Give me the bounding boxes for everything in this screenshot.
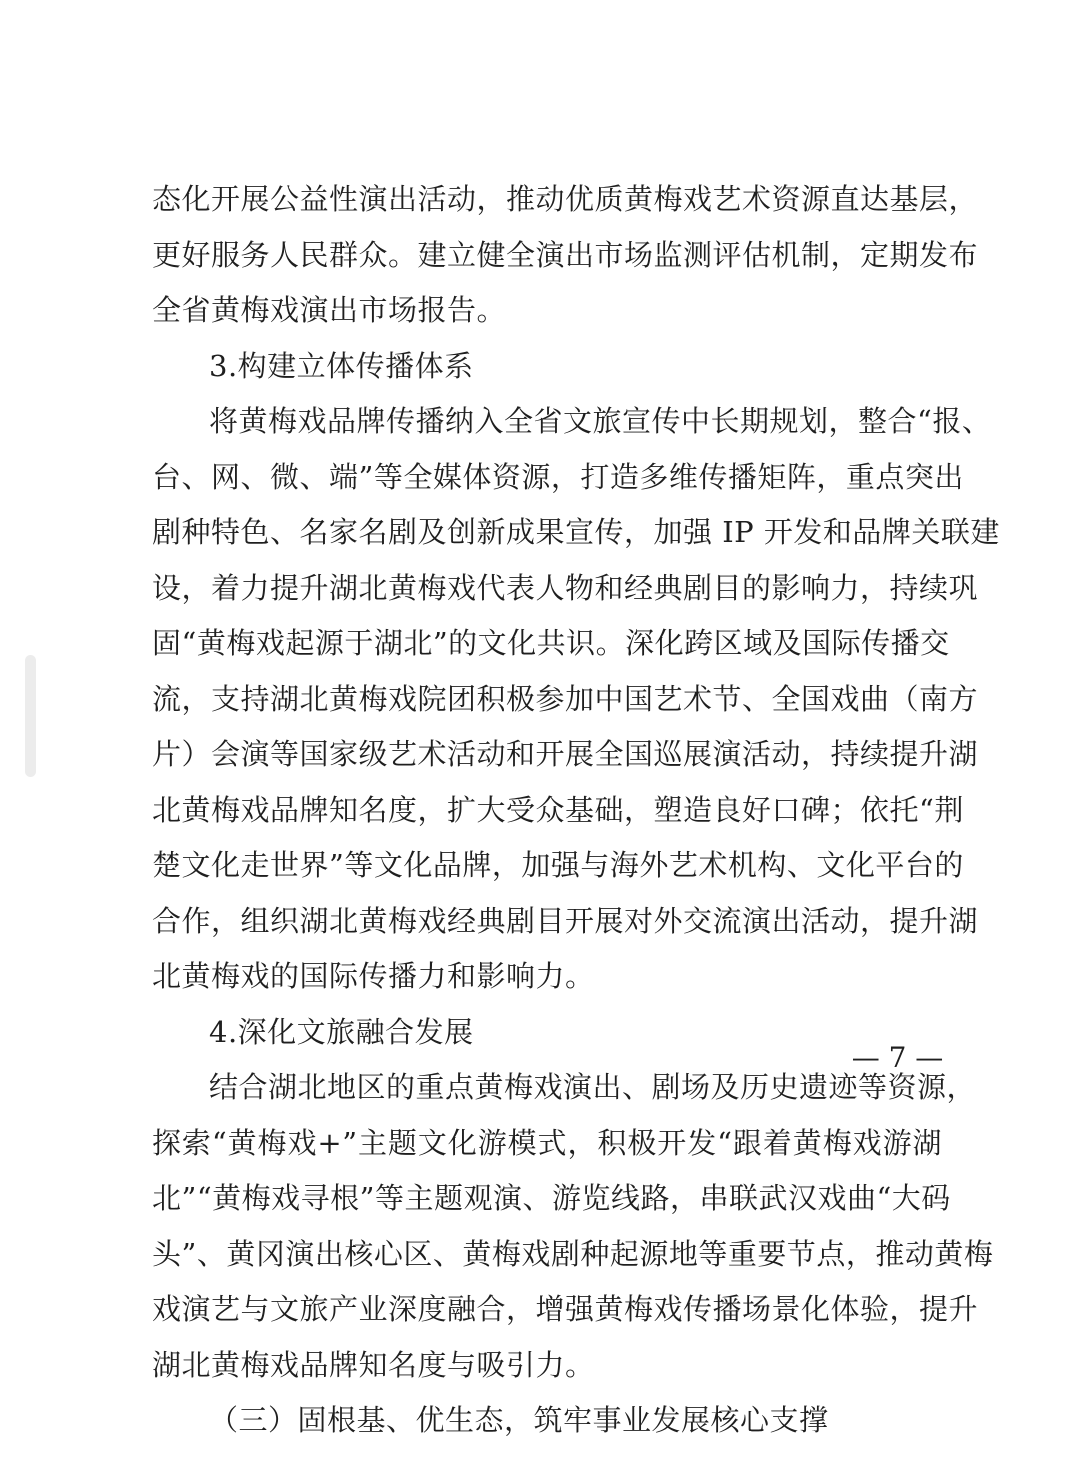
text-line: 剧种特色、名家名剧及创新成果宣传，加强 IP 开发和品牌关联建 bbox=[152, 515, 1000, 549]
section-heading-4: 4.深化文旅融合发展 bbox=[209, 1014, 474, 1049]
text-line: 湖北黄梅戏品牌知名度与吸引力。 bbox=[152, 1347, 595, 1382]
text-line: 头”、黄冈演出核心区、黄梅戏剧种起源地等重要节点，推动黄梅 bbox=[152, 1236, 994, 1271]
text-line: 结合湖北地区的重点黄梅戏演出、剧场及历史遗迹等资源， bbox=[209, 1070, 977, 1104]
text-line: 戏演艺与文旅产业深度融合，增强黄梅戏传播场景化体验，提升 bbox=[152, 1292, 979, 1326]
text-line: 流，支持湖北黄梅戏院团积极参加中国艺术节、全国戏曲（南方 bbox=[152, 681, 979, 716]
text-line: 固“黄梅戏起源于湖北”的文化共识。深化跨区域及国际传播交 bbox=[152, 626, 950, 660]
text-line: 北”“黄梅戏寻根”等主题观演、游览线路，串联武汉戏曲“大码 bbox=[152, 1181, 951, 1215]
text-line: 态化开展公益性演出活动，推动优质黄梅戏艺术资源直达基层， bbox=[152, 182, 979, 216]
text-line: 片）会演等国家级艺术活动和开展全国巡展演活动，持续提升湖 bbox=[152, 737, 979, 771]
text-line: 将黄梅戏品牌传播纳入全省文旅宣传中长期规划，整合“报、 bbox=[209, 404, 992, 438]
text-line: 全省黄梅戏演出市场报告。 bbox=[152, 293, 507, 327]
text-line: 设，着力提升湖北黄梅戏代表人物和经典剧目的影响力，持续巩 bbox=[152, 570, 979, 605]
page-number: — 7 — bbox=[851, 1041, 944, 1074]
text-line: 北黄梅戏品牌知名度，扩大受众基础，塑造良好口碑；依托“荆 bbox=[152, 792, 964, 827]
text-line: 合作，组织湖北黄梅戏经典剧目开展对外交流演出活动，提升湖 bbox=[152, 903, 979, 938]
section-heading-part-3: （三）固根基、优生态，筑牢事业发展核心支撑 bbox=[209, 1403, 829, 1437]
text-line: 台、网、微、端”等全媒体资源，打造多维传播矩阵，重点突出 bbox=[152, 459, 964, 494]
text-line: 楚文化走世界”等文化品牌，加强与海外艺术机构、文化平台的 bbox=[152, 848, 964, 882]
scroll-indicator[interactable] bbox=[25, 655, 36, 777]
text-line: 更好服务人民群众。建立健全演出市场监测评估机制，定期发布 bbox=[152, 237, 979, 272]
document-body bbox=[152, 172, 1000, 1449]
text-line: 探索“黄梅戏+”主题文化游模式，积极开发“跟着黄梅戏游湖 bbox=[152, 1125, 942, 1160]
text-line: 北黄梅戏的国际传播力和影响力。 bbox=[152, 959, 595, 993]
section-heading-3: 3.构建立体传播体系 bbox=[209, 348, 474, 383]
